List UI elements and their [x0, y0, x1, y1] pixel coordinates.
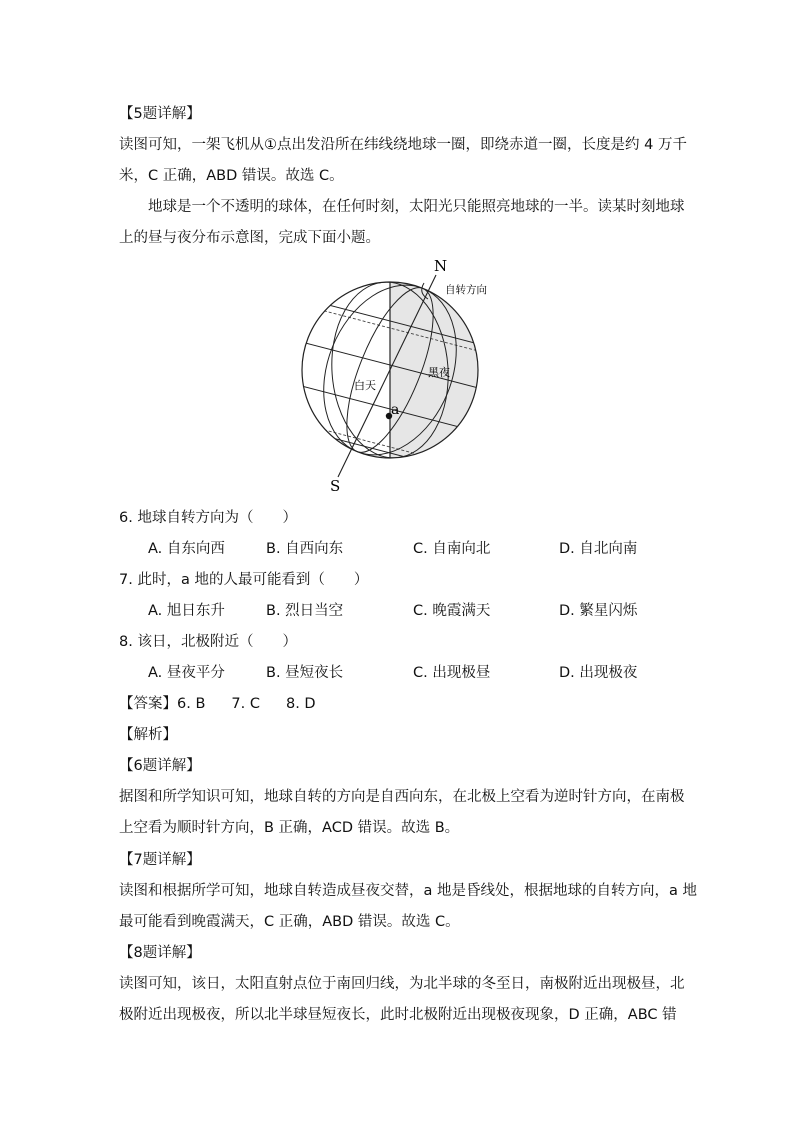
night-label: 黑夜 [428, 366, 450, 379]
day-night-globe-figure [290, 255, 520, 495]
section5-line-1: 读图可知，一架飞机从①点出发沿所在纬线绕地球一圈，即绕赤道一圈，长度是约 4 万千 [119, 137, 687, 153]
rotation-direction-label: 自转方向 [445, 284, 487, 296]
north-label: N [434, 257, 448, 275]
intro-line-2: 上的昼与夜分布示意图，完成下面小题。 [119, 230, 380, 246]
question-8-option-d: D. 出现极夜 [559, 665, 638, 681]
intro-line-1: 地球是一个不透明的球体，在任何时刻，太阳光只能照亮地球的一半。读某时刻地球 [148, 199, 685, 215]
day-label: 白天 [354, 379, 376, 392]
question-7-option-c: C. 晚霞满天 [413, 603, 491, 619]
q8-analysis-heading: 【8题详解】 [119, 945, 201, 961]
answer-7: 7. C [231, 696, 260, 712]
q6-analysis-line-2: 上空看为顺时针方向，B 正确，ACD 错误。故选 B。 [119, 820, 460, 836]
point-a-label: a [391, 402, 400, 418]
question-6-option-b: B. 自西向东 [266, 541, 344, 557]
south-label: S [330, 477, 341, 495]
question-8-stem: 8. 该日，北极附近（ ） [119, 634, 297, 650]
question-6-option-c: C. 自南向北 [413, 541, 491, 557]
q6-analysis-line-1: 据图和所学知识可知，地球自转的方向是自西向东，在北极上空看为逆时针方向，在南极 [119, 789, 685, 805]
q7-analysis-heading: 【7题详解】 [119, 852, 201, 868]
q7-analysis-line-1: 读图和根据所学可知，地球自转造成昼夜交替，a 地是昏线处，根据地球的自转方向，a 地 [119, 883, 697, 899]
section5-line-2: 米，C 正确，ABD 错误。故选 C。 [119, 168, 344, 184]
question-7-option-a: A. 旭日东升 [148, 603, 225, 619]
q8-analysis-line-2: 极附近出现极夜，所以北半球昼短夜长，此时北极附近出现极夜现象，D 正确，ABC 错 [119, 1007, 677, 1023]
question-8-option-b: B. 昼短夜长 [266, 665, 344, 681]
question-8-option-c: C. 出现极昼 [413, 665, 491, 681]
question-7-option-d: D. 繁星闪烁 [559, 603, 638, 619]
question-8-option-a: A. 昼夜平分 [148, 665, 225, 681]
question-6-option-d: D. 自北向南 [559, 541, 638, 557]
q8-analysis-line-1: 读图可知，该日，太阳直射点位于南回归线，为北半球的冬至日，南极附近出现极昼，北 [119, 976, 685, 992]
answer-6: 6. B [177, 696, 206, 712]
question-7-stem: 7. 此时，a 地的人最可能看到（ ） [119, 572, 369, 588]
answer-row [119, 694, 316, 714]
q6-analysis-heading: 【6题详解】 [119, 758, 201, 774]
question-6-option-a: A. 自东向西 [148, 541, 225, 557]
answer-label: 【答案】 [119, 696, 177, 712]
section5-heading: 【5题详解】 [119, 106, 201, 122]
q7-analysis-line-2: 最可能看到晚霞满天，C 正确，ABD 错误。故选 C。 [119, 914, 460, 930]
answer-8: 8. D [285, 696, 316, 712]
analysis-heading: 【解析】 [119, 727, 177, 743]
question-6-stem: 6. 地球自转方向为（ ） [119, 510, 297, 526]
question-7-option-b: B. 烈日当空 [266, 603, 344, 619]
